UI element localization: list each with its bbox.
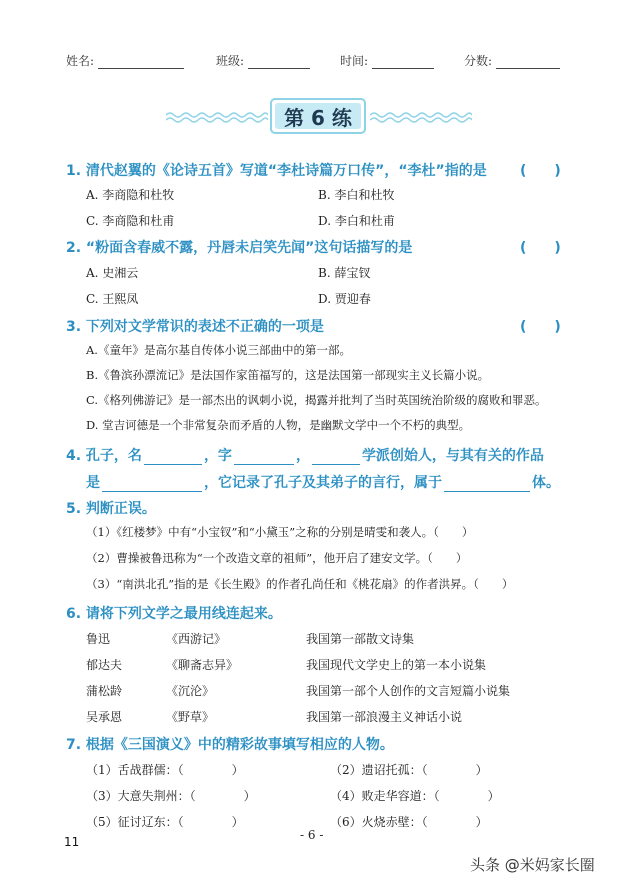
q6-author-1[interactable]: 鲁迅 (86, 632, 111, 646)
q6-work-4[interactable]: 《野草》 (166, 710, 215, 724)
question-3-option-c[interactable]: C.《格列佛游记》是一部杰出的讽刺小说，揭露并批判了当时英国统治阶级的腐败和罪恶。 (86, 393, 547, 407)
class-blank[interactable] (248, 56, 310, 69)
question-1-option-a[interactable]: A. 李商隐和杜牧 (86, 188, 175, 202)
q6-work-2[interactable]: 《聊斋志异》 (166, 658, 239, 672)
name-label: 姓名: (66, 54, 95, 68)
q7-item-6[interactable]: （6）火烧赤壁：（ ） (330, 815, 488, 829)
q6-author-4[interactable]: 吴承恩 (86, 710, 123, 724)
exercise-title-badge (270, 98, 366, 134)
q6-author-2[interactable]: 郁达夫 (86, 658, 123, 672)
score-label: 分数: (464, 54, 493, 68)
question-1-option-d[interactable]: D. 李白和杜甫 (318, 214, 395, 228)
q7-item-4[interactable]: （4）败走华容道：（ ） (330, 789, 500, 803)
question-1-option-c[interactable]: C. 李商隐和杜甫 (86, 214, 175, 228)
exercise-title: 第 6 练 (275, 103, 361, 129)
question-1-answer-paren[interactable]: ( ) (520, 163, 561, 179)
time-blank[interactable] (372, 56, 434, 69)
q4-blank-school[interactable] (312, 450, 360, 465)
question-5-item-3[interactable]: （3）“南洪北孔”指的是《长生殿》的作者孔尚任和《桃花扇》的作者洪昇。（ ） (86, 577, 514, 591)
time-field (340, 52, 434, 69)
q4-blank-genre[interactable] (444, 477, 530, 492)
question-4-line-1 (66, 445, 544, 465)
question-2-option-d[interactable]: D. 贾迎春 (318, 292, 371, 306)
left-wave-decoration (166, 110, 268, 124)
q7-item-3[interactable]: （3）大意失荆州：（ ） (86, 789, 256, 803)
question-5-title: 5. 判断正误。 (66, 501, 156, 517)
q4-text-2b: ，它记录了孔子及其弟子的言行，属于 (204, 475, 442, 491)
score-field (464, 52, 560, 69)
q4-text-1d: 学派创始人，与其有关的作品 (361, 448, 544, 464)
question-2-option-c[interactable]: C. 王熙凤 (86, 292, 139, 306)
question-2-option-b[interactable]: B. 薛宝钗 (318, 266, 371, 280)
q7-item-5[interactable]: （5）征讨辽东：（ ） (86, 815, 244, 829)
q7-item-1[interactable]: （1）舌战群儒：（ ） (86, 763, 244, 777)
right-wave-decoration (370, 110, 472, 124)
question-1-title: 1. 清代赵翼的《论诗五首》写道“李杜诗篇万口传”，“李杜”指的是 (66, 163, 487, 179)
footer-left-number: 11 (64, 835, 80, 849)
name-field (66, 52, 184, 69)
question-2-answer-paren[interactable]: ( ) (520, 240, 561, 256)
question-3-option-a[interactable]: A.《童年》是高尔基自传体小说三部曲中的第一部。 (86, 343, 351, 357)
question-5-item-2[interactable]: （2）曹操被鲁迅称为“一个改造文章的祖师”，他开启了建安文学。（ ） (86, 551, 468, 565)
time-label: 时间: (340, 54, 369, 68)
q6-work-1[interactable]: 《西游记》 (166, 632, 227, 646)
q4-text-1a: 4. 孔子，名 (66, 448, 142, 464)
question-4-line-2 (86, 472, 560, 492)
q4-text-2a: 是 (86, 475, 100, 491)
question-3-option-d[interactable]: D. 堂吉诃德是一个非常复杂而矛盾的人物，是幽默文学中一个不朽的典型。 (86, 418, 471, 432)
question-2-option-a[interactable]: A. 史湘云 (86, 266, 139, 280)
question-6-title: 6. 请将下列文学之最用线连起来。 (66, 606, 282, 622)
name-blank[interactable] (98, 56, 184, 69)
q4-blank-name[interactable] (144, 450, 202, 465)
q4-text-2c: 体。 (532, 475, 560, 491)
q6-author-3[interactable]: 蒲松龄 (86, 684, 123, 698)
watermark-text: 头条 @米妈家长圈 (470, 856, 595, 874)
q6-work-3[interactable]: 《沉沦》 (166, 684, 215, 698)
page-number: - 6 - (300, 828, 324, 842)
q6-fact-1[interactable]: 我国第一部散文诗集 (306, 632, 415, 646)
question-1-option-b[interactable]: B. 李白和杜牧 (318, 188, 395, 202)
q6-fact-2[interactable]: 我国现代文学史上的第一本小说集 (306, 658, 487, 672)
question-3-answer-paren[interactable]: ( ) (520, 319, 561, 335)
q4-text-1c: ， (295, 448, 310, 464)
question-2-title: 2. “粉面含春威不露，丹唇未启笑先闻”这句话描写的是 (66, 240, 413, 256)
q6-fact-4[interactable]: 我国第一部浪漫主义神话小说 (306, 710, 463, 724)
question-3-option-b[interactable]: B.《鲁滨孙漂流记》是法国作家笛福写的，这是法国第一部现实主义长篇小说。 (86, 368, 490, 382)
class-label: 班级: (216, 54, 245, 68)
question-7-title: 7. 根据《三国演义》中的精彩故事填写相应的人物。 (66, 737, 394, 753)
q4-blank-work[interactable] (102, 477, 202, 492)
question-5-item-1[interactable]: （1）《红楼梦》中有“小宝钗”和“小黛玉”之称的分别是晴雯和袭人。（ ） (86, 525, 474, 539)
q4-blank-courtesy-name[interactable] (234, 450, 294, 465)
q7-item-2[interactable]: （2）遗诏托孤：（ ） (330, 763, 488, 777)
q4-text-1b: ，字 (203, 448, 232, 464)
class-field (216, 52, 310, 69)
q6-fact-3[interactable]: 我国第一部个人创作的文言短篇小说集 (306, 684, 511, 698)
question-3-title: 3. 下列对文学常识的表述不正确的一项是 (66, 319, 324, 335)
watermark (470, 854, 595, 875)
score-blank[interactable] (496, 56, 560, 69)
